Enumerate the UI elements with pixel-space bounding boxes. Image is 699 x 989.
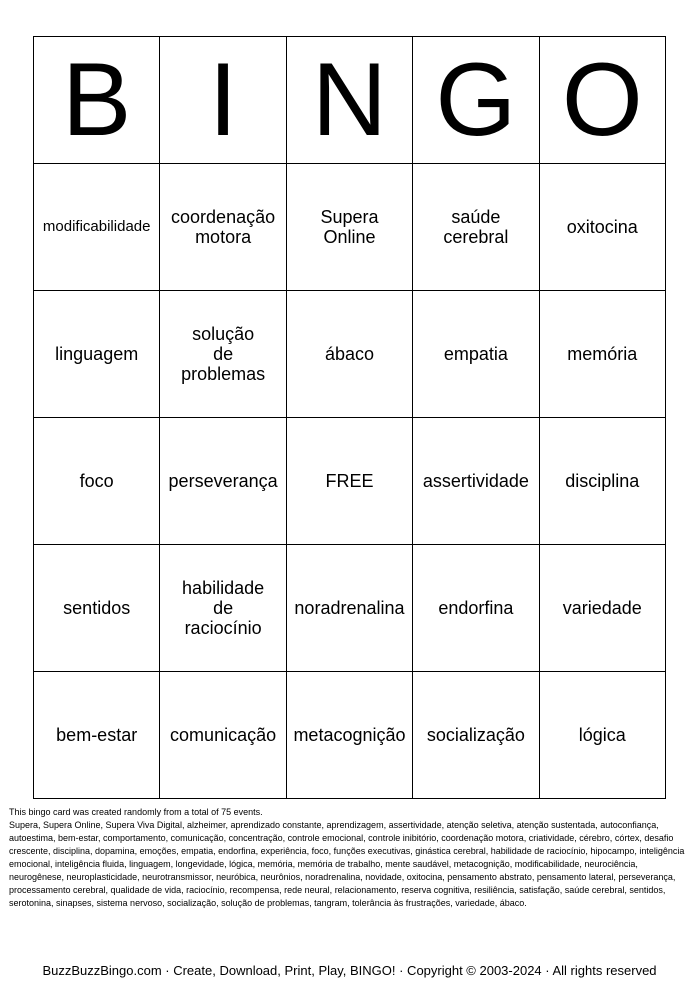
event-list-note bbox=[9, 806, 693, 910]
bingo-cell: noradrenalina bbox=[286, 545, 412, 672]
bingo-cell: variedade bbox=[539, 545, 665, 672]
bingo-cell: disciplina bbox=[539, 418, 665, 545]
bingo-cell: modificabilidade bbox=[34, 164, 160, 291]
bingo-cell: habilidade de raciocínio bbox=[160, 545, 286, 672]
bingo-cell: sentidos bbox=[34, 545, 160, 672]
bingo-cell: endorfina bbox=[413, 545, 539, 672]
header-letter-g: G bbox=[413, 37, 539, 164]
bingo-cell: linguagem bbox=[34, 291, 160, 418]
bingo-row-1 bbox=[34, 164, 666, 291]
bingo-cell: oxitocina bbox=[539, 164, 665, 291]
bingo-header-row bbox=[34, 37, 666, 164]
header-letter-o: O bbox=[539, 37, 665, 164]
bingo-row-2 bbox=[34, 291, 666, 418]
bingo-cell: empatia bbox=[413, 291, 539, 418]
free-space-cell: FREE bbox=[286, 418, 412, 545]
bingo-cell: bem-estar bbox=[34, 672, 160, 799]
bingo-cell: coordenação motora bbox=[160, 164, 286, 291]
bingo-cell: comunicação bbox=[160, 672, 286, 799]
note-intro: This bingo card was created randomly from a total of 75 events. bbox=[9, 807, 263, 817]
bingo-cell: metacognição bbox=[286, 672, 412, 799]
bingo-card bbox=[33, 36, 666, 799]
bingo-row-5 bbox=[34, 672, 666, 799]
bingo-cell: perseverança bbox=[160, 418, 286, 545]
bingo-cell: Supera Online bbox=[286, 164, 412, 291]
bingo-cell: saúde cerebral bbox=[413, 164, 539, 291]
header-letter-i: I bbox=[160, 37, 286, 164]
bingo-cell: lógica bbox=[539, 672, 665, 799]
note-events: Supera, Supera Online, Supera Viva Digital, alzheimer, aprendizado constante, aprendizagem, assertividade, atenção seletiva, atenção sustentada, autoconfiança, autoestima, bem-estar, comportamento, comunicação, concentração, controle emocional, controle inibitório, coordenação motora, criatividade, cérebro, córtex, desafio crescente, disciplina, dopamina, emoções, empatia, endorfina, experiência, foco, funções executivas, ginástica cerebral, habilidade de raciocínio, hipocampo, inteligência emocional, inteligência fluida, linguagem, longevidade, lógica, memória, memória de trabalho, mente saudável, metacognição, modificabilidade, neurociência, neurogênese, neuroplasticidade, neurotransmissor, neuróbica, neurônios, noradrenalina, novidade, oxitocina, pensamento abstrato, pensamento lateral, perseverança, processamento cerebral, qualidade de vida, raciocínio, recompensa, rede neural, relacionamento, reserva cognitiva, resiliência, satisfação, saúde cerebral, sentidos, serotonina, sinapses, sistema nervoso, socialização, solução de problemas, tangram, tolerância às frustrações, variedade, ábaco. bbox=[9, 820, 685, 908]
bingo-cell: foco bbox=[34, 418, 160, 545]
bingo-row-4 bbox=[34, 545, 666, 672]
bingo-cell: memória bbox=[539, 291, 665, 418]
bingo-row-3 bbox=[34, 418, 666, 545]
header-letter-n: N bbox=[286, 37, 412, 164]
bingo-cell: assertividade bbox=[413, 418, 539, 545]
bingo-cell: ábaco bbox=[286, 291, 412, 418]
bingo-cell: socialização bbox=[413, 672, 539, 799]
header-letter-b: B bbox=[34, 37, 160, 164]
bingo-cell: solução de problemas bbox=[160, 291, 286, 418]
footer-copyright: BuzzBuzzBingo.com · Create, Download, Print, Play, BINGO! · Copyright © 2003-2024 · All rights reserved bbox=[42, 963, 657, 978]
